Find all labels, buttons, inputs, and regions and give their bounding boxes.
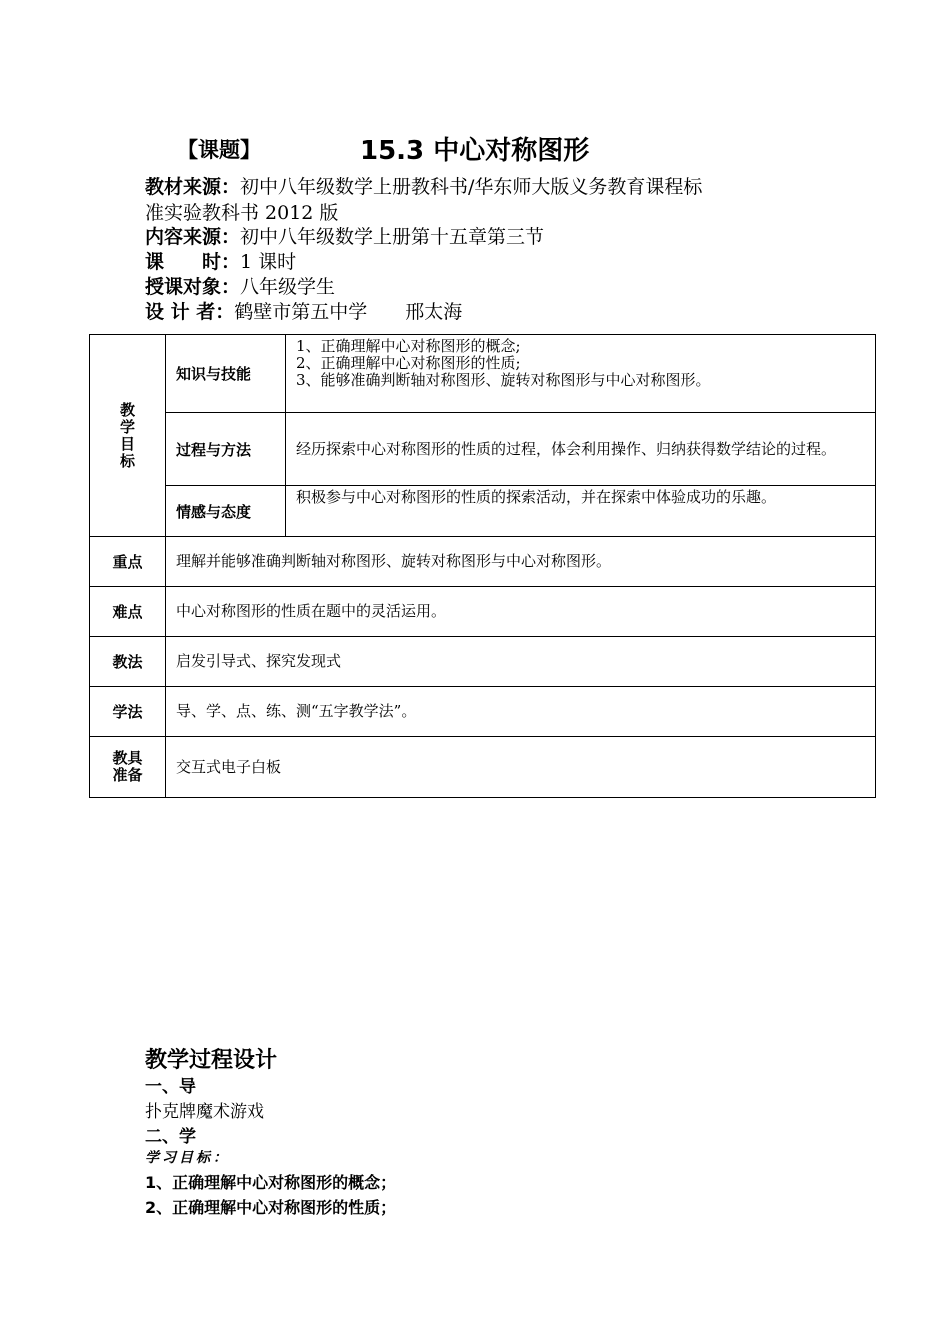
lesson-tag: 【课题】 [177,137,261,162]
step-1-heading: 一、导 [145,1077,196,1097]
tools-label-cell [90,737,166,798]
designer-key: 设 计 者： [145,301,235,323]
audience-value: 八年级学生 [240,276,336,298]
step-2-heading: 二、学 [145,1127,196,1147]
objective-1: 1、正确理解中心对称图形的概念； [145,1173,397,1192]
tools-content: 交互式电子白板 [166,737,876,798]
meta-period [145,249,825,275]
key-point-content: 理解并能够准确判断轴对称图形、旋转对称图形与中心对称图形。 [166,537,876,587]
emotion-content: 积极参与中心对称图形的性质的探索活动，并在探索中体验成功的乐趣。 [286,486,876,537]
difficulty-content: 中心对称图形的性质在题中的灵活运用。 [166,587,876,637]
goals-label: 教学目标 [119,400,135,470]
process-content: 经历探索中心对称图形的性质的过程，体会利用操作、归纳获得数学结论的过程。 [286,413,876,486]
table-row [90,486,876,537]
title-line [177,130,777,170]
key-point-label: 重点 [90,537,166,587]
knowledge-item-1: 1、正确理解中心对称图形的概念; [296,337,521,355]
content-value: 初中八年级数学上册第十五章第三节 [240,226,545,248]
knowledge-item-3: 3、能够准确判断轴对称图形、旋转对称图形与中心对称图形。 [296,371,711,389]
table-row [90,335,876,413]
table-row [90,637,876,687]
audience-key: 授课对象： [145,276,241,298]
textbook-value-1: 初中八年级数学上册教科书/华东师大版义务教育课程标 [240,176,703,198]
knowledge-content [286,335,876,413]
learning-method-content: 导、学、点、练、测“五字教学法”。 [166,687,876,737]
period-key: 课 时： [145,251,241,273]
objective-2: 2、正确理解中心对称图形的性质； [145,1198,397,1217]
step-1-text: 扑克牌魔术游戏 [145,1102,264,1122]
page-title: 15.3 中心对称图形 [360,136,590,166]
goals-label-cell [90,335,166,537]
knowledge-label: 知识与技能 [166,335,286,413]
difficulty-label: 难点 [90,587,166,637]
table-row [90,737,876,798]
meta-textbook [145,174,825,226]
lesson-plan-table [89,334,876,798]
table-row [90,413,876,486]
meta-content [145,224,825,250]
learning-method-label: 学法 [90,687,166,737]
knowledge-item-2: 2、正确理解中心对称图形的性质; [296,354,521,372]
table-row [90,687,876,737]
process-heading: 教学过程设计 [145,1048,278,1073]
textbook-value-2: 准实验教科书 2012 版 [145,202,339,224]
process-label: 过程与方法 [166,413,286,486]
textbook-key: 教材来源： [145,176,241,198]
table-row [90,537,876,587]
objectives-label: 学习目标： [145,1150,230,1166]
period-value: 1 课时 [240,251,297,273]
designer-value: 鹤壁市第五中学 邢太海 [234,301,463,323]
teaching-method-content: 启发引导式、探究发现式 [166,637,876,687]
emotion-label: 情感与态度 [166,486,286,537]
meta-audience [145,274,825,300]
teaching-method-label: 教法 [90,637,166,687]
tools-label: 教具准备 [112,749,143,784]
table-row [90,587,876,637]
content-key: 内容来源： [145,226,241,248]
meta-designer [145,299,825,325]
